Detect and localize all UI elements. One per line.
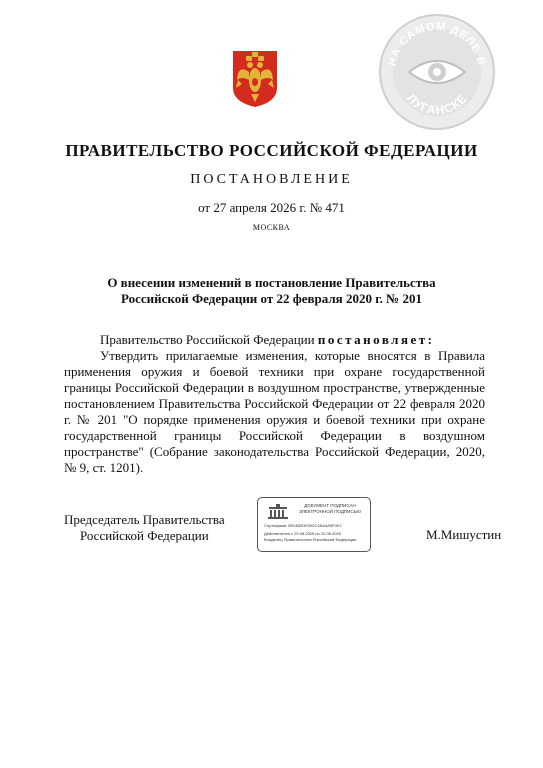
preamble-decree-word: постановляет: (317, 332, 435, 347)
watermark-text-bottom: ЛУГАНСКЕ (403, 91, 471, 118)
subject-line-1: О внесении изменений в постановление Правительства (107, 275, 436, 290)
coat-of-arms-icon (232, 50, 278, 108)
stamp-validity: Действителен с 20.08.2025 по 20.08.2026 (264, 531, 341, 536)
building-icon (266, 504, 290, 519)
preamble (64, 332, 485, 348)
stamp-title: ДОКУМЕНТ ПОДПИСАН ЭЛЕКТРОННОЙ ПОДПИСЬЮ (298, 503, 362, 514)
document-city: МОСКВА (252, 223, 291, 232)
signer-name: М.Мишустин (426, 527, 502, 542)
main-paragraph: Утвердить прилагаемые изменения, которые вносятся в Правила применения оружия и боевой техники при охране государственной границы Российской Федерации в воздушном пространстве, утвержденные постановлением Правительства Российской Федерации от 22 февраля 2020 г. № 201 "О порядке применения оружия и боевой техники при охране государственной границы Российской Федерации в воздушном пространстве" (Собрание законодательства Российской Федерации, 2020, № 9, ст. 1201). (64, 348, 485, 475)
electronic-signature-stamp (257, 497, 371, 552)
document-type: ПОСТАНОВЛЕНИЕ (190, 172, 353, 187)
signer-position-line-2: Российской Федерации (79, 528, 209, 543)
signer-position-line-1: Председатель Правительства (64, 512, 225, 527)
subject-line-2: Российской Федерации от 22 февраля 2020 г. № 201 (121, 291, 422, 306)
document-subject (0, 275, 543, 307)
preamble-text: Правительство Российской Федерации (100, 332, 318, 347)
watermark-text-top: НА САМОМ ДЕЛЕ В (386, 20, 488, 68)
stamp-owner: Владелец Правительство Российской Федерации (264, 537, 357, 542)
government-title: ПРАВИТЕЛЬСТВО РОССИЙСКОЙ ФЕДЕРАЦИИ (65, 141, 478, 160)
signer-position (64, 512, 225, 544)
watermark-logo (377, 12, 497, 132)
stamp-certificate: Сертификат 00D4B0DE000C1BA4A5F0E2 (264, 523, 342, 528)
document-date-number: от 27 апреля 2026 г. № 471 (198, 200, 345, 215)
